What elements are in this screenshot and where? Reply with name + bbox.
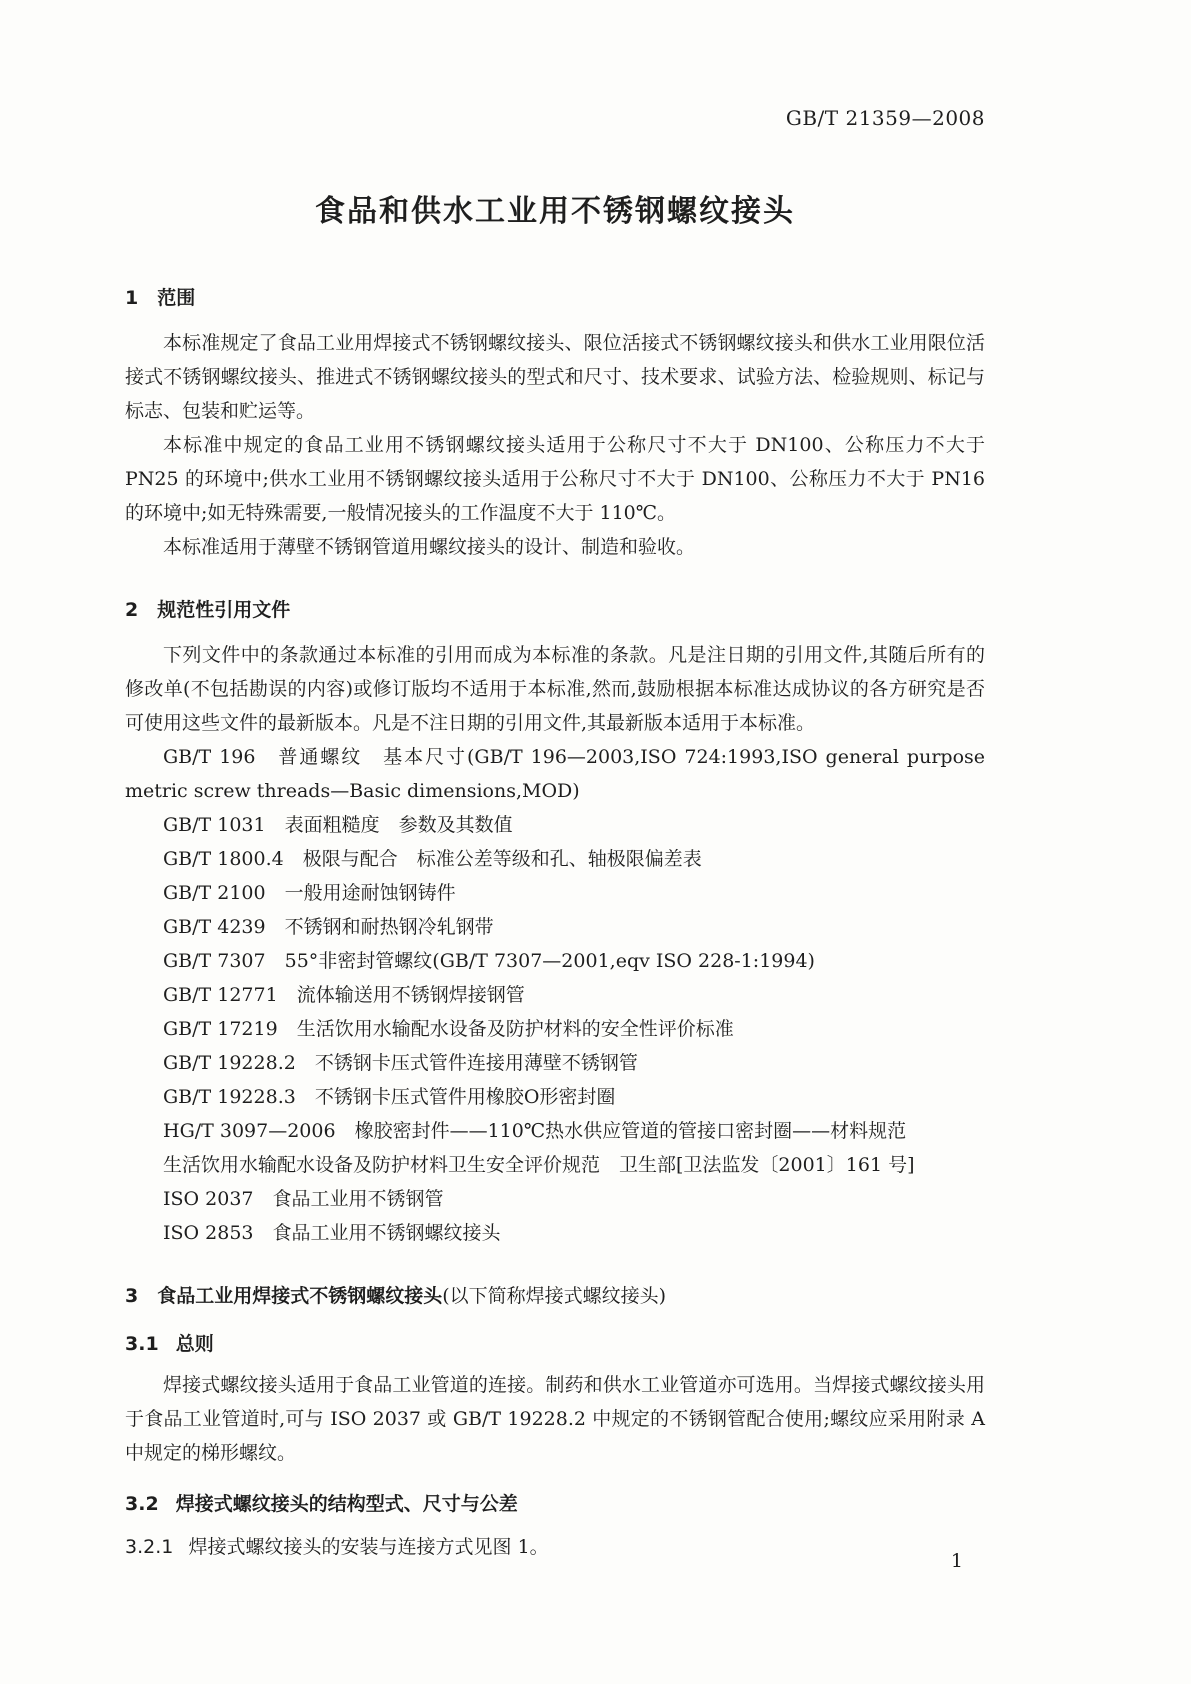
page-number: 1 bbox=[950, 1550, 963, 1572]
scope-paragraph-2: 本标准中规定的食品工业用不锈钢螺纹接头适用于公称尺寸不大于 DN100、公称压力不大于 PN25 的环境中;供水工业用不锈钢螺纹接头适用于公称尺寸不大于 DN100、公称压力不大于 PN16 的环境中;如无特殊需要,一般情况接头的工作温度不大于 110℃。 bbox=[125, 434, 985, 524]
section-3-heading bbox=[125, 1282, 985, 1310]
reference-item: GB/T 196 普通螺纹 基本尺寸(GB/T 196—2003,ISO 724:1993,ISO general purpose metric screw threads—Basic dimensions,MOD) bbox=[125, 746, 985, 802]
section-2-number: 2 bbox=[125, 599, 139, 621]
reference-item: GB/T 1800.4 极限与配合 标准公差等级和孔、轴极限偏差表 bbox=[163, 848, 702, 870]
reference-item: GB/T 19228.3 不锈钢卡压式管件用橡胶O形密封圈 bbox=[163, 1086, 616, 1108]
clause-3-2-1-number: 3.2.1 bbox=[125, 1536, 174, 1558]
section-1-number: 1 bbox=[125, 287, 139, 309]
section-3-number: 3 bbox=[125, 1285, 139, 1307]
clause-3-2-1-text: 焊接式螺纹接头的安装与连接方式见图 1。 bbox=[188, 1536, 549, 1558]
reference-item: GB/T 19228.2 不锈钢卡压式管件连接用薄壁不锈钢管 bbox=[163, 1052, 638, 1074]
reference-item: GB/T 4239 不锈钢和耐热钢冷轧钢带 bbox=[163, 916, 494, 938]
clause-3-2-1 bbox=[125, 1530, 985, 1564]
reference-item: GB/T 17219 生活饮用水输配水设备及防护材料的安全性评价标准 bbox=[163, 1018, 734, 1040]
section-3-2-number: 3.2 bbox=[125, 1493, 159, 1515]
reference-item: HG/T 3097—2006 橡胶密封件——110℃热水供应管道的管接口密封圈——材料规范 bbox=[163, 1120, 907, 1142]
section-2-title: 规范性引用文件 bbox=[157, 599, 291, 621]
section-3-1-heading bbox=[125, 1330, 985, 1358]
section-2-heading bbox=[125, 596, 985, 624]
section-1-heading bbox=[125, 284, 985, 312]
standard-code: GB/T 21359—2008 bbox=[785, 106, 985, 130]
scope-paragraph-3: 本标准适用于薄壁不锈钢管道用螺纹接头的设计、制造和验收。 bbox=[163, 536, 696, 558]
section-1-title: 范围 bbox=[157, 287, 196, 309]
document-header bbox=[125, 106, 985, 130]
reference-item: ISO 2853 食品工业用不锈钢螺纹接头 bbox=[163, 1222, 501, 1244]
section-3-1-number: 3.1 bbox=[125, 1333, 159, 1355]
section-3-2-title: 焊接式螺纹接头的结构型式、尺寸与公差 bbox=[175, 1493, 518, 1515]
references-intro-paragraph: 下列文件中的条款通过本标准的引用而成为本标准的条款。凡是注日期的引用文件,其随后所有的修改单(不包括勘误的内容)或修订版均不适用于本标准,然而,鼓励根据本标准达成协议的各方研究是否可使用这些文件的最新版本。凡是不注日期的引用文件,其最新版本适用于本标准。 bbox=[125, 644, 985, 734]
reference-item: 生活饮用水输配水设备及防护材料卫生安全评价规范 卫生部[卫法监发〔2001〕161 号] bbox=[163, 1154, 915, 1176]
reference-item: ISO 2037 食品工业用不锈钢管 bbox=[163, 1188, 444, 1210]
document-title: 食品和供水工业用不锈钢螺纹接头 bbox=[315, 194, 795, 229]
section-3-2-heading bbox=[125, 1490, 985, 1518]
section-3-title-suffix: (以下简称焊接式螺纹接头) bbox=[442, 1285, 667, 1307]
scope-paragraph-1: 本标准规定了食品工业用焊接式不锈钢螺纹接头、限位活接式不锈钢螺纹接头和供水工业用限位活接式不锈钢螺纹接头、推进式不锈钢螺纹接头的型式和尺寸、技术要求、试验方法、检验规则、标记与标志、包装和贮运等。 bbox=[125, 332, 985, 422]
reference-item: GB/T 2100 一般用途耐蚀钢铸件 bbox=[163, 882, 456, 904]
section-3-1-title: 总则 bbox=[175, 1333, 214, 1355]
general-rule-paragraph: 焊接式螺纹接头适用于食品工业管道的连接。制药和供水工业管道亦可选用。当焊接式螺纹接头用于食品工业管道时,可与 ISO 2037 或 GB/T 19228.2 中规定的不锈钢管配合使用;螺纹应采用附录 A 中规定的梯形螺纹。 bbox=[125, 1374, 985, 1464]
section-3-title: 食品工业用焊接式不锈钢螺纹接头 bbox=[157, 1285, 443, 1307]
reference-item: GB/T 1031 表面粗糙度 参数及其数值 bbox=[163, 814, 513, 836]
reference-item: GB/T 7307 55°非密封管螺纹(GB/T 7307—2001,eqv ISO 228-1:1994) bbox=[163, 950, 815, 972]
reference-item: GB/T 12771 流体输送用不锈钢焊接钢管 bbox=[163, 984, 525, 1006]
